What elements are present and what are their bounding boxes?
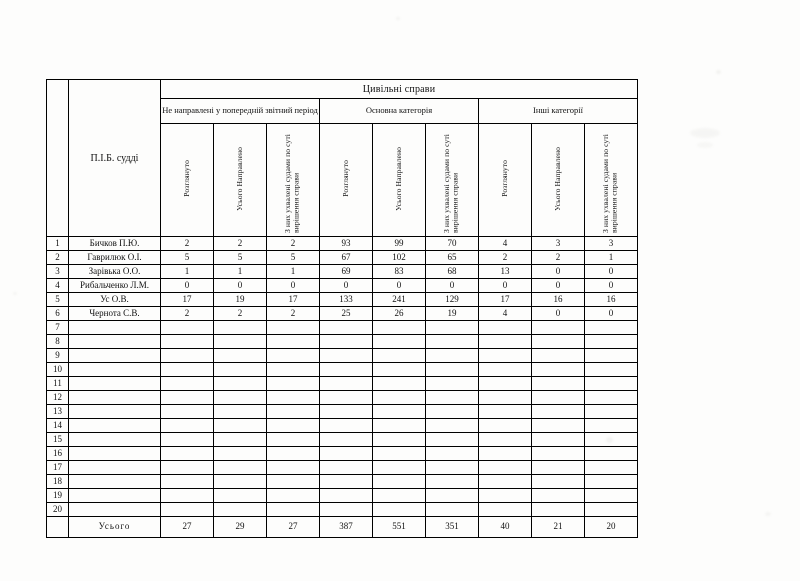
row-cell (585, 405, 638, 419)
row-cell (479, 489, 532, 503)
row-index: 8 (47, 335, 69, 349)
row-cell (373, 377, 426, 391)
table-body (47, 237, 638, 517)
row-cell: 17 (161, 293, 214, 307)
row-cell (585, 349, 638, 363)
row-judge-name: Рибальченко Л.М. (69, 279, 161, 293)
row-cell (426, 489, 479, 503)
row-cell (426, 447, 479, 461)
table-row (47, 349, 638, 363)
row-cell: 2 (532, 251, 585, 265)
row-cell (161, 489, 214, 503)
row-cell (373, 419, 426, 433)
row-cell (161, 447, 214, 461)
row-cell (479, 475, 532, 489)
row-cell: 5 (161, 251, 214, 265)
row-cell (479, 419, 532, 433)
row-cell (426, 405, 479, 419)
row-cell (214, 447, 267, 461)
row-cell (479, 363, 532, 377)
row-cell: 0 (267, 279, 320, 293)
row-index: 1 (47, 237, 69, 251)
row-cell (479, 405, 532, 419)
row-cell (585, 489, 638, 503)
row-cell (320, 349, 373, 363)
table-row (47, 433, 638, 447)
report-table-container (46, 79, 638, 538)
total-cell: 27 (267, 517, 320, 538)
row-index: 9 (47, 349, 69, 363)
row-cell (214, 419, 267, 433)
row-cell: 65 (426, 251, 479, 265)
table-row (47, 419, 638, 433)
total-cell: 551 (373, 517, 426, 538)
header-col-2-text: Усього Направлено (234, 146, 244, 211)
row-cell (161, 321, 214, 335)
row-cell (532, 335, 585, 349)
row-cell (532, 489, 585, 503)
row-cell (373, 349, 426, 363)
row-cell: 0 (532, 307, 585, 321)
row-judge-name (69, 489, 161, 503)
row-cell: 3 (532, 237, 585, 251)
row-cell (161, 377, 214, 391)
table-row (47, 251, 638, 265)
row-cell (267, 489, 320, 503)
row-cell: 0 (532, 265, 585, 279)
row-cell (585, 391, 638, 405)
row-cell (267, 433, 320, 447)
row-cell: 68 (426, 265, 479, 279)
row-cell (426, 335, 479, 349)
row-cell (373, 489, 426, 503)
total-cell: 40 (479, 517, 532, 538)
row-cell: 3 (585, 237, 638, 251)
row-cell (426, 433, 479, 447)
row-cell: 102 (373, 251, 426, 265)
row-cell (267, 335, 320, 349)
row-index: 17 (47, 461, 69, 475)
row-cell (479, 391, 532, 405)
row-cell: 4 (479, 237, 532, 251)
row-cell (320, 419, 373, 433)
row-cell: 1 (161, 265, 214, 279)
row-cell (426, 377, 479, 391)
row-judge-name (69, 419, 161, 433)
row-cell (426, 391, 479, 405)
row-index: 3 (47, 265, 69, 279)
total-cell: 21 (532, 517, 585, 538)
row-cell (532, 461, 585, 475)
row-judge-name: Чернота С.В. (69, 307, 161, 321)
table-row (47, 461, 638, 475)
table-row (47, 447, 638, 461)
row-cell: 0 (214, 279, 267, 293)
row-cell (373, 335, 426, 349)
row-cell (214, 321, 267, 335)
row-cell (479, 447, 532, 461)
row-cell (426, 461, 479, 475)
row-cell (267, 391, 320, 405)
row-cell: 0 (320, 279, 373, 293)
header-col-3 (267, 124, 320, 237)
total-index (47, 517, 69, 538)
header-col-5-text: Усього Направлено (393, 146, 403, 211)
row-cell (532, 419, 585, 433)
row-cell (320, 503, 373, 517)
row-index: 10 (47, 363, 69, 377)
row-cell (320, 447, 373, 461)
row-cell: 4 (479, 307, 532, 321)
row-cell (373, 391, 426, 405)
table-row (47, 293, 638, 307)
row-cell: 0 (426, 279, 479, 293)
row-index: 18 (47, 475, 69, 489)
row-cell (532, 363, 585, 377)
row-cell (267, 503, 320, 517)
table-row (47, 321, 638, 335)
scan-artifact (396, 17, 400, 20)
row-cell: 1 (267, 265, 320, 279)
row-cell (479, 335, 532, 349)
row-cell: 17 (267, 293, 320, 307)
header-index (47, 80, 69, 237)
row-cell (161, 433, 214, 447)
row-cell: 83 (373, 265, 426, 279)
row-cell (267, 321, 320, 335)
row-cell (320, 433, 373, 447)
scan-artifact (765, 512, 771, 516)
row-cell: 241 (373, 293, 426, 307)
row-cell (161, 419, 214, 433)
header-main-group: Цивільні справи (161, 80, 638, 99)
row-judge-name: Зарівька О.О. (69, 265, 161, 279)
row-cell (161, 349, 214, 363)
row-cell: 17 (479, 293, 532, 307)
row-judge-name (69, 447, 161, 461)
row-cell (214, 391, 267, 405)
total-cell: 27 (161, 517, 214, 538)
scan-artifact (690, 128, 720, 138)
row-cell (585, 377, 638, 391)
table-row (47, 377, 638, 391)
table-row (47, 265, 638, 279)
row-cell (585, 433, 638, 447)
row-cell: 2 (479, 251, 532, 265)
table-row (47, 503, 638, 517)
row-cell (320, 377, 373, 391)
row-cell (426, 363, 479, 377)
row-cell (214, 349, 267, 363)
row-cell (373, 461, 426, 475)
row-index: 11 (47, 377, 69, 391)
row-cell (320, 405, 373, 419)
row-cell (479, 377, 532, 391)
row-cell (267, 475, 320, 489)
row-cell: 133 (320, 293, 373, 307)
row-cell (426, 475, 479, 489)
row-judge-name: Ус О.В. (69, 293, 161, 307)
row-cell: 2 (267, 307, 320, 321)
row-cell (532, 475, 585, 489)
row-cell (267, 461, 320, 475)
row-cell (373, 447, 426, 461)
row-judge-name (69, 391, 161, 405)
row-cell (585, 419, 638, 433)
row-cell: 1 (214, 265, 267, 279)
table-row (47, 307, 638, 321)
row-cell: 0 (585, 265, 638, 279)
row-cell (161, 405, 214, 419)
header-col-1-text: Розглянуто (181, 160, 191, 197)
table-row (47, 475, 638, 489)
scan-artifact (13, 292, 17, 295)
row-cell (585, 475, 638, 489)
header-group-other-categories: Інші категорії (479, 99, 638, 124)
row-cell (479, 461, 532, 475)
row-cell (214, 405, 267, 419)
total-cell: 387 (320, 517, 373, 538)
row-index: 15 (47, 433, 69, 447)
row-cell (320, 489, 373, 503)
table-row (47, 363, 638, 377)
row-cell: 2 (161, 307, 214, 321)
header-col-5 (373, 124, 426, 237)
row-cell (214, 377, 267, 391)
row-cell (373, 475, 426, 489)
header-col-8 (532, 124, 585, 237)
header-col-4 (320, 124, 373, 237)
row-cell: 19 (214, 293, 267, 307)
row-cell (267, 349, 320, 363)
row-cell (532, 321, 585, 335)
row-cell (585, 321, 638, 335)
header-group-main-category: Основна категорія (320, 99, 479, 124)
header-row-main (47, 80, 638, 99)
header-col-7-text: Розглянуто (499, 160, 509, 197)
total-cell: 29 (214, 517, 267, 538)
row-judge-name: Гаврилюк О.І. (69, 251, 161, 265)
table-row (47, 335, 638, 349)
row-cell: 70 (426, 237, 479, 251)
row-judge-name (69, 405, 161, 419)
row-cell (214, 503, 267, 517)
row-cell: 25 (320, 307, 373, 321)
row-cell (161, 363, 214, 377)
row-cell (161, 335, 214, 349)
row-index: 2 (47, 251, 69, 265)
table-row (47, 279, 638, 293)
scan-artifact (697, 142, 713, 148)
row-judge-name (69, 349, 161, 363)
row-cell (267, 377, 320, 391)
row-cell (214, 363, 267, 377)
header-col-2 (214, 124, 267, 237)
scan-artifact (716, 70, 721, 74)
row-cell (585, 503, 638, 517)
row-cell (426, 419, 479, 433)
row-cell: 2 (161, 237, 214, 251)
row-cell (585, 363, 638, 377)
row-cell (585, 447, 638, 461)
row-cell (532, 377, 585, 391)
row-cell: 0 (585, 307, 638, 321)
row-cell (214, 489, 267, 503)
row-cell (373, 363, 426, 377)
row-cell: 13 (479, 265, 532, 279)
row-cell: 16 (532, 293, 585, 307)
row-index: 5 (47, 293, 69, 307)
row-cell (267, 419, 320, 433)
row-cell: 0 (373, 279, 426, 293)
row-judge-name (69, 363, 161, 377)
row-cell (320, 461, 373, 475)
row-index: 4 (47, 279, 69, 293)
total-label: Усього (69, 517, 161, 538)
header-judge-name: П.І.Б. судді (69, 80, 161, 237)
row-cell: 2 (214, 307, 267, 321)
row-cell: 26 (373, 307, 426, 321)
row-cell (320, 321, 373, 335)
row-cell (214, 433, 267, 447)
row-cell (532, 447, 585, 461)
table-row (47, 405, 638, 419)
row-cell (161, 391, 214, 405)
row-judge-name: Бичков П.Ю. (69, 237, 161, 251)
row-cell (373, 405, 426, 419)
row-cell: 0 (161, 279, 214, 293)
row-judge-name (69, 321, 161, 335)
row-judge-name (69, 335, 161, 349)
row-cell (585, 461, 638, 475)
total-cell: 20 (585, 517, 638, 538)
row-judge-name (69, 475, 161, 489)
row-index: 20 (47, 503, 69, 517)
header-col-8-text: Усього Направлено (552, 146, 562, 211)
row-judge-name (69, 461, 161, 475)
table-head (47, 80, 638, 237)
row-cell: 1 (585, 251, 638, 265)
table-foot (47, 517, 638, 538)
row-cell (532, 349, 585, 363)
row-cell: 0 (479, 279, 532, 293)
row-cell (161, 503, 214, 517)
row-cell: 93 (320, 237, 373, 251)
row-cell (267, 363, 320, 377)
header-col-6-text: З них ухвалені судами по суті вирішення справи (442, 133, 460, 233)
row-cell (373, 321, 426, 335)
row-cell (532, 405, 585, 419)
row-cell: 67 (320, 251, 373, 265)
row-cell (214, 461, 267, 475)
row-cell: 5 (267, 251, 320, 265)
row-judge-name (69, 503, 161, 517)
row-cell (532, 391, 585, 405)
row-cell: 99 (373, 237, 426, 251)
row-cell (161, 461, 214, 475)
row-cell (532, 503, 585, 517)
header-col-7 (479, 124, 532, 237)
row-cell: 16 (585, 293, 638, 307)
row-cell: 2 (214, 237, 267, 251)
row-cell (479, 349, 532, 363)
header-col-4-text: Розглянуто (340, 160, 350, 197)
report-table (46, 79, 638, 538)
row-cell (373, 433, 426, 447)
table-row (47, 391, 638, 405)
row-index: 19 (47, 489, 69, 503)
row-cell (373, 503, 426, 517)
row-cell (320, 391, 373, 405)
row-judge-name (69, 433, 161, 447)
row-index: 16 (47, 447, 69, 461)
total-cell: 351 (426, 517, 479, 538)
row-cell (161, 475, 214, 489)
row-cell (320, 475, 373, 489)
row-index: 12 (47, 391, 69, 405)
row-index: 6 (47, 307, 69, 321)
table-row (47, 237, 638, 251)
row-cell: 0 (585, 279, 638, 293)
row-cell: 19 (426, 307, 479, 321)
header-col-9 (585, 124, 638, 237)
header-col-1 (161, 124, 214, 237)
row-cell (267, 405, 320, 419)
row-cell (426, 321, 479, 335)
row-cell: 2 (267, 237, 320, 251)
row-cell (532, 433, 585, 447)
row-cell: 0 (532, 279, 585, 293)
row-cell (585, 335, 638, 349)
header-col-9-text: З них ухвалені судами по суті вирішення справи (601, 133, 619, 233)
row-judge-name (69, 377, 161, 391)
row-cell (479, 503, 532, 517)
row-cell: 5 (214, 251, 267, 265)
row-cell (320, 335, 373, 349)
row-index: 13 (47, 405, 69, 419)
row-cell (479, 321, 532, 335)
row-index: 14 (47, 419, 69, 433)
row-cell (267, 447, 320, 461)
row-cell (479, 433, 532, 447)
row-cell (214, 335, 267, 349)
row-cell (426, 349, 479, 363)
row-cell (320, 363, 373, 377)
row-index: 7 (47, 321, 69, 335)
header-group-not-sent: Не направлені у попередній звітний період (161, 99, 320, 124)
row-cell (214, 475, 267, 489)
row-cell: 129 (426, 293, 479, 307)
header-col-3-text: З них ухвалені судами по суті вирішення справи (283, 133, 301, 233)
row-cell (426, 503, 479, 517)
row-cell: 69 (320, 265, 373, 279)
table-row (47, 489, 638, 503)
total-row (47, 517, 638, 538)
header-col-6 (426, 124, 479, 237)
